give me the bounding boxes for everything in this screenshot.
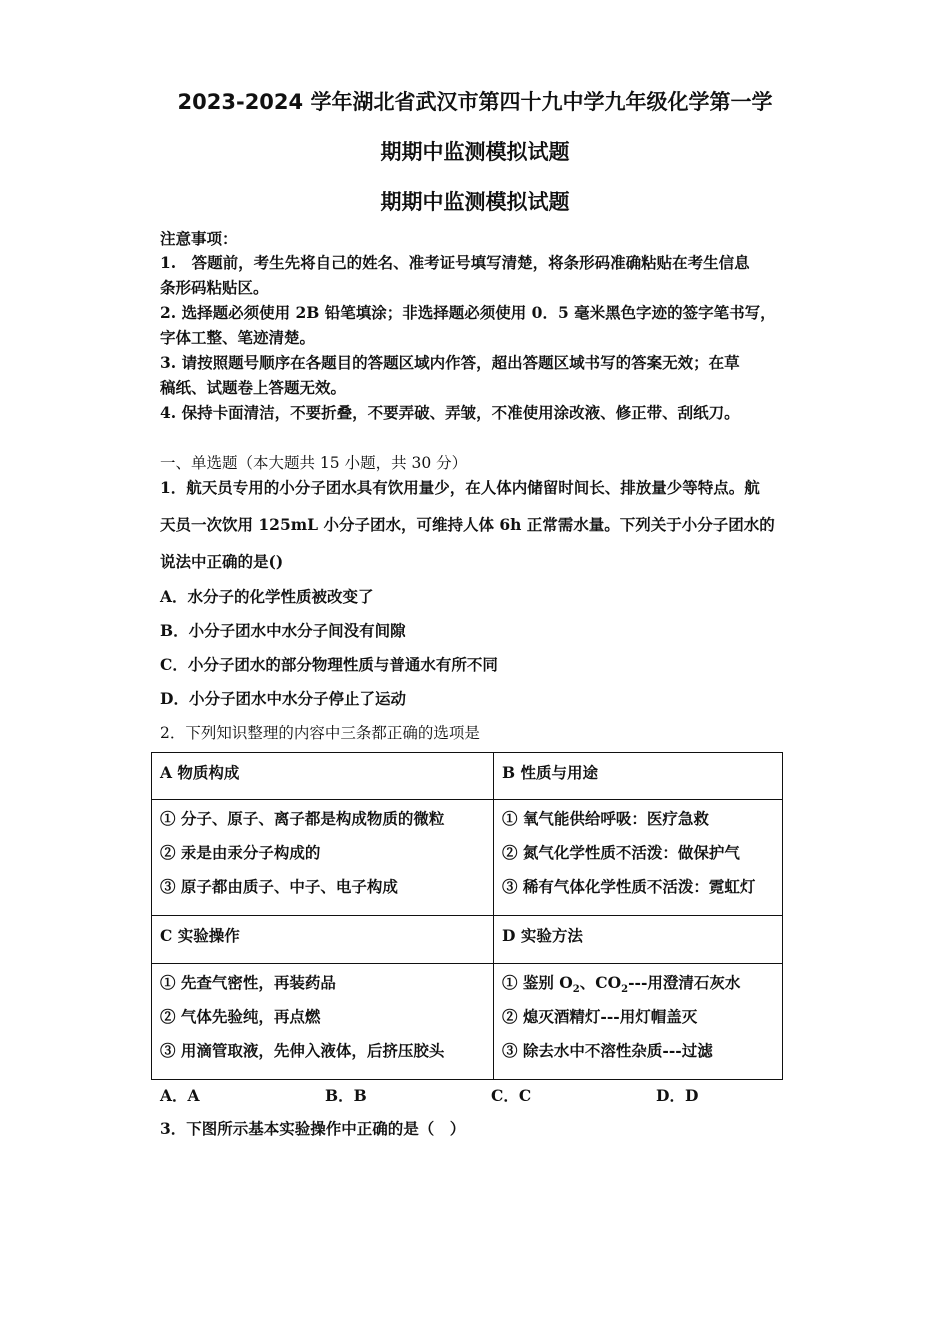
q2-stem: 2．下列知识整理的内容中三条都正确的选项是: [160, 724, 480, 742]
q1-option-b: B．小分子团水中水分子间没有间隙: [160, 621, 406, 640]
section-heading: 一、单选题（本大题共 15 小题，共 30 分）: [160, 454, 468, 472]
doc-title-line2: 期期中监测模拟试题: [380, 140, 570, 164]
table-cell-a: [152, 800, 494, 916]
table-item: ③ 用滴管取液，先伸入液体，后挤压胶头: [160, 1040, 445, 1060]
table-head-d: D 实验方法: [494, 916, 783, 963]
q1-option-a: A．水分子的化学性质被改变了: [160, 587, 374, 606]
table-item: ③ 原子都由质子、中子、电子构成: [160, 877, 398, 897]
notice-line: 1. 答题前，考生先将自己的姓名、准考证号填写清楚，将条形码准确粘贴在考生信息: [160, 253, 750, 272]
table-item: ② 熄灭酒精灯---用灯帽盖灭: [502, 1006, 698, 1026]
q2-option-b: B．B: [325, 1086, 367, 1105]
formula-post: ---用澄清石灰水: [628, 972, 741, 992]
table-item: ② 氮气化学性质不活泼：做保护气: [502, 843, 740, 863]
formula-mid: 、CO: [579, 972, 622, 992]
q1-stem-line: 说法中正确的是(): [160, 552, 284, 571]
notice-line: 稿纸、试题卷上答题无效。: [160, 378, 347, 397]
q1-stem-line: 1．航天员专用的小分子团水具有饮用量少，在人体内储留时间长、排放量少等特点。航: [160, 478, 760, 497]
formula-pre: ① 鉴别 O: [502, 972, 573, 992]
notice-heading: 注意事项：: [160, 229, 238, 248]
table-item: ③ 稀有气体化学性质不活泼：霓虹灯: [502, 877, 756, 897]
q2-option-d: D．D: [656, 1086, 699, 1105]
formula-subscript: 2: [621, 983, 629, 995]
table-item: ① 氧气能供给呼吸：医疗急救: [502, 809, 709, 829]
knowledge-table: [151, 752, 783, 1080]
table-head-a: A 物质构成: [152, 753, 494, 800]
table-head-c: C 实验操作: [152, 916, 494, 963]
table-item: ② 汞是由汞分子构成的: [160, 843, 321, 863]
q3-stem: 3．下图所示基本实验操作中正确的是（ ）: [160, 1119, 466, 1138]
table-cell-c: [152, 963, 494, 1079]
doc-title-line3: 期期中监测模拟试题: [380, 190, 570, 214]
table-cell-b: [494, 800, 783, 916]
table-item: ③ 除去水中不溶性杂质---过滤: [502, 1040, 713, 1060]
table-item: ② 气体先验纯，再点燃: [160, 1006, 321, 1026]
notice-line: 2. 选择题必须使用 2B 铅笔填涂；非选择题必须使用 0．5 毫米黑色字迹的签字笔书写，: [160, 303, 776, 322]
notice-line: 条形码粘贴区。: [160, 278, 269, 297]
q2-option-a: A．A: [160, 1086, 200, 1105]
table-head-b: B 性质与用途: [494, 753, 783, 800]
table-cell-d: [494, 963, 783, 1079]
table-item: [502, 966, 782, 1000]
notice-line: 4. 保持卡面清洁，不要折叠，不要弄破、弄皱，不准使用涂改液、修正带、刮纸刀。: [160, 403, 740, 422]
notice-line: 3. 请按照题号顺序在各题目的答题区域内作答，超出答题区域书写的答案无效；在草: [160, 353, 740, 372]
table-item: ① 先查气密性，再装药品: [160, 972, 336, 992]
doc-title-line1: 2023-2024 学年湖北省武汉市第四十九中学九年级化学第一学: [177, 90, 773, 114]
q1-stem-line: 天员一次饮用 125mL 小分子团水，可维持人体 6h 正常需水量。下列关于小分子团水的: [160, 515, 775, 534]
formula-subscript: 2: [572, 983, 580, 995]
q2-option-c: C．C: [491, 1086, 532, 1105]
notice-line: 字体工整、笔迹清楚。: [160, 328, 316, 347]
table-item: ① 分子、原子、离子都是构成物质的微粒: [160, 809, 445, 829]
q1-option-c: C．小分子团水的部分物理性质与普通水有所不同: [160, 655, 498, 674]
q1-option-d: D．小分子团水中水分子停止了运动: [160, 689, 406, 708]
